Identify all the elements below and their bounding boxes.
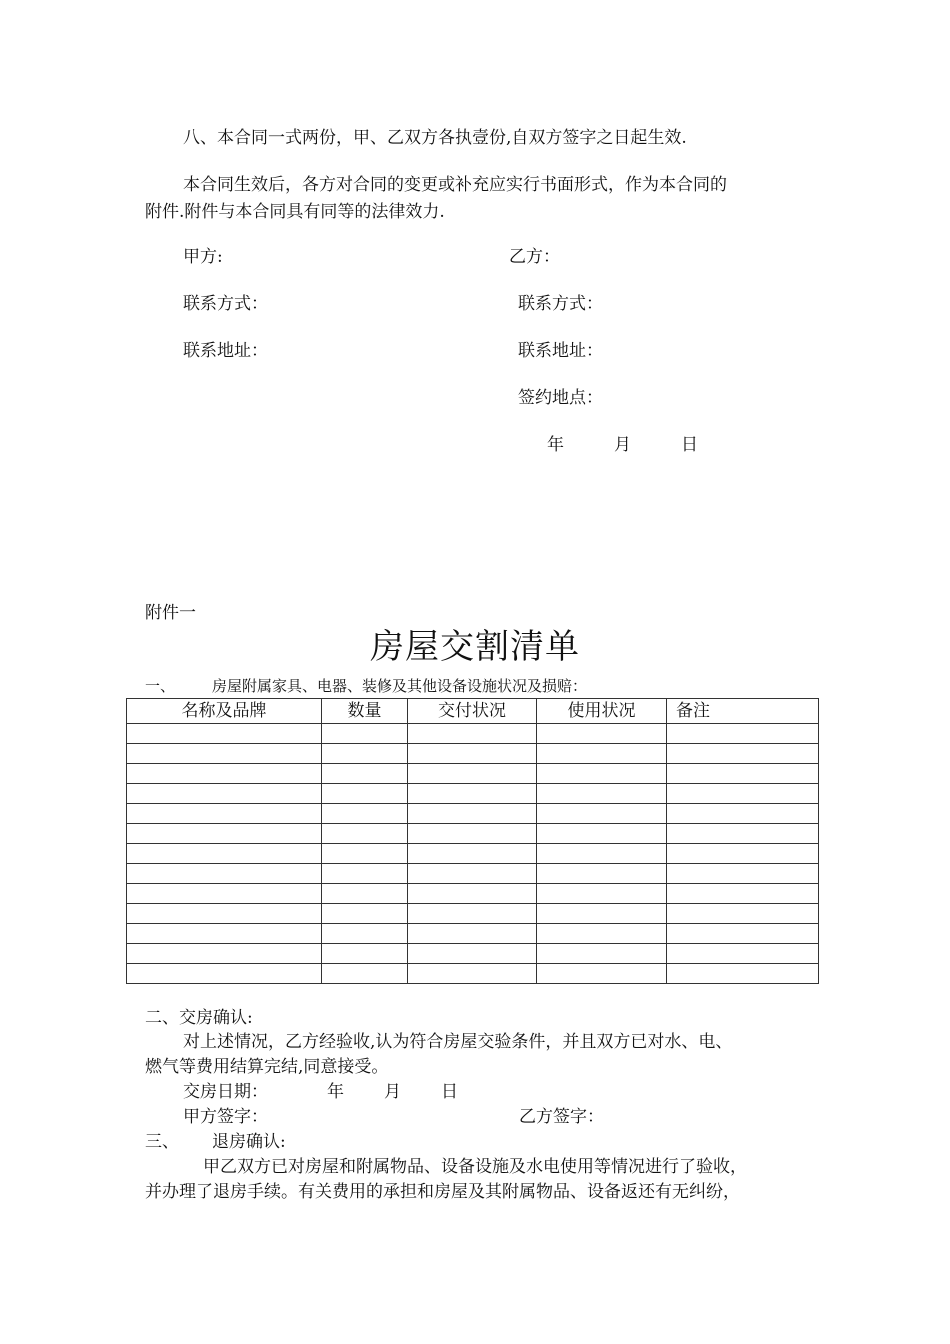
section-two-body-line1: 对上述情况，乙方经验收,认为符合房屋交验条件，并且双方已对水、电、: [183, 1032, 733, 1052]
table-cell: [322, 924, 408, 944]
table-cell: [537, 964, 667, 984]
table-cell: [537, 844, 667, 864]
table-cell: [537, 764, 667, 784]
table-cell: [667, 924, 819, 944]
table-cell: [408, 944, 537, 964]
sign-date-day: 日: [681, 435, 698, 455]
table-cell: [667, 824, 819, 844]
section-three-body-line2: 并办理了退房手续。有关费用的承担和房屋及其附属物品、设备返还有无纠纷，: [145, 1182, 740, 1202]
section-two-heading: 二、交房确认:: [145, 1008, 253, 1028]
page-title: 房屋交割清单: [370, 627, 580, 667]
party-b-signature-label: 乙方签字：: [519, 1107, 604, 1127]
party-a-address-label: 联系地址：: [183, 341, 268, 361]
table-cell: [127, 964, 322, 984]
effect-clause-line1: 本合同生效后，各方对合同的变更或补充应实行书面形式，作为本合同的: [183, 175, 727, 195]
clause-eight: 八、本合同一式两份，甲、乙双方各执壹份,自双方签字之日起生效.: [183, 128, 687, 148]
party-b-contact-label: 联系方式：: [518, 294, 603, 314]
table-cell: [408, 804, 537, 824]
table-cell: [667, 844, 819, 864]
table-cell: [127, 784, 322, 804]
attachment-label: 附件一: [145, 603, 196, 623]
effect-clause-line2: 附件.附件与本合同具有同等的法律效力.: [145, 202, 445, 222]
table-cell: [127, 924, 322, 944]
table-header-row: [127, 699, 819, 724]
table-cell: [127, 844, 322, 864]
table-cell: [408, 964, 537, 984]
handover-date-day: 日: [441, 1082, 458, 1102]
table-cell: [667, 724, 819, 744]
column-header-delivery-status: 交付状况: [408, 699, 537, 724]
table-cell: [322, 944, 408, 964]
section-three-body-line1: 甲乙双方已对房屋和附属物品、设备设施及水电使用等情况进行了验收，: [203, 1157, 747, 1177]
section-three-number: 三、: [145, 1132, 179, 1152]
handover-inventory-table: [126, 698, 819, 984]
party-a-contact-label: 联系方式：: [183, 294, 268, 314]
table-cell: [537, 884, 667, 904]
table-cell: [408, 844, 537, 864]
table-cell: [667, 744, 819, 764]
table-cell: [408, 924, 537, 944]
table-cell: [408, 784, 537, 804]
handover-date-month: 月: [384, 1082, 401, 1102]
table-cell: [322, 804, 408, 824]
table-cell: [127, 864, 322, 884]
party-a-label: 甲方:: [183, 247, 223, 267]
table-cell: [537, 924, 667, 944]
table-cell: [408, 864, 537, 884]
table-cell: [537, 944, 667, 964]
sign-place-label: 签约地点：: [518, 388, 603, 408]
handover-date-label: 交房日期：: [183, 1082, 268, 1102]
table-cell: [322, 844, 408, 864]
table-cell: [322, 964, 408, 984]
table-cell: [127, 804, 322, 824]
table-cell: [408, 724, 537, 744]
column-header-quantity: 数量: [322, 699, 408, 724]
table-row: [127, 844, 819, 864]
column-header-usage-status: 使用状况: [537, 699, 667, 724]
table-row: [127, 764, 819, 784]
table-cell: [667, 964, 819, 984]
table-row: [127, 904, 819, 924]
table-row: [127, 924, 819, 944]
table-cell: [127, 724, 322, 744]
table-body: [127, 724, 819, 984]
table-cell: [127, 824, 322, 844]
party-a-signature-label: 甲方签字：: [183, 1107, 268, 1127]
table-cell: [667, 904, 819, 924]
table-cell: [127, 904, 322, 924]
table-cell: [667, 864, 819, 884]
table-cell: [537, 904, 667, 924]
section-one-heading: 房屋附属家具、电器、装修及其他设备设施状况及损赔：: [212, 677, 588, 695]
table-cell: [408, 764, 537, 784]
table-cell: [537, 724, 667, 744]
section-one-number: 一、: [145, 677, 176, 695]
table-cell: [408, 744, 537, 764]
table-row: [127, 744, 819, 764]
table-cell: [322, 724, 408, 744]
table-cell: [127, 744, 322, 764]
sign-date-year: 年: [547, 435, 564, 455]
table-cell: [408, 904, 537, 924]
table-cell: [322, 744, 408, 764]
table-cell: [408, 884, 537, 904]
table-cell: [322, 864, 408, 884]
table-cell: [667, 804, 819, 824]
table-cell: [127, 944, 322, 964]
column-header-name-brand: 名称及品牌: [127, 699, 322, 724]
table-cell: [667, 944, 819, 964]
table-row: [127, 724, 819, 744]
table-cell: [537, 804, 667, 824]
table-row: [127, 944, 819, 964]
table-cell: [127, 764, 322, 784]
table-row: [127, 864, 819, 884]
table-cell: [667, 884, 819, 904]
table-cell: [322, 764, 408, 784]
table-cell: [408, 824, 537, 844]
table-cell: [127, 884, 322, 904]
table-cell: [537, 784, 667, 804]
table-cell: [537, 744, 667, 764]
table-cell: [537, 864, 667, 884]
section-three-heading: 退房确认:: [212, 1132, 286, 1152]
table-cell: [322, 904, 408, 924]
sign-date-month: 月: [614, 435, 631, 455]
section-two-body-line2: 燃气等费用结算完结,同意接受。: [145, 1057, 389, 1077]
party-b-label: 乙方：: [509, 247, 560, 267]
table-cell: [667, 764, 819, 784]
table-cell: [322, 784, 408, 804]
table-cell: [667, 784, 819, 804]
column-header-remarks: 备注: [667, 699, 819, 724]
table-row: [127, 884, 819, 904]
table-row: [127, 804, 819, 824]
party-b-address-label: 联系地址：: [518, 341, 603, 361]
table-row: [127, 964, 819, 984]
table-cell: [322, 824, 408, 844]
table-row: [127, 824, 819, 844]
handover-date-year: 年: [327, 1082, 344, 1102]
table-cell: [537, 824, 667, 844]
table-cell: [322, 884, 408, 904]
table-row: [127, 784, 819, 804]
